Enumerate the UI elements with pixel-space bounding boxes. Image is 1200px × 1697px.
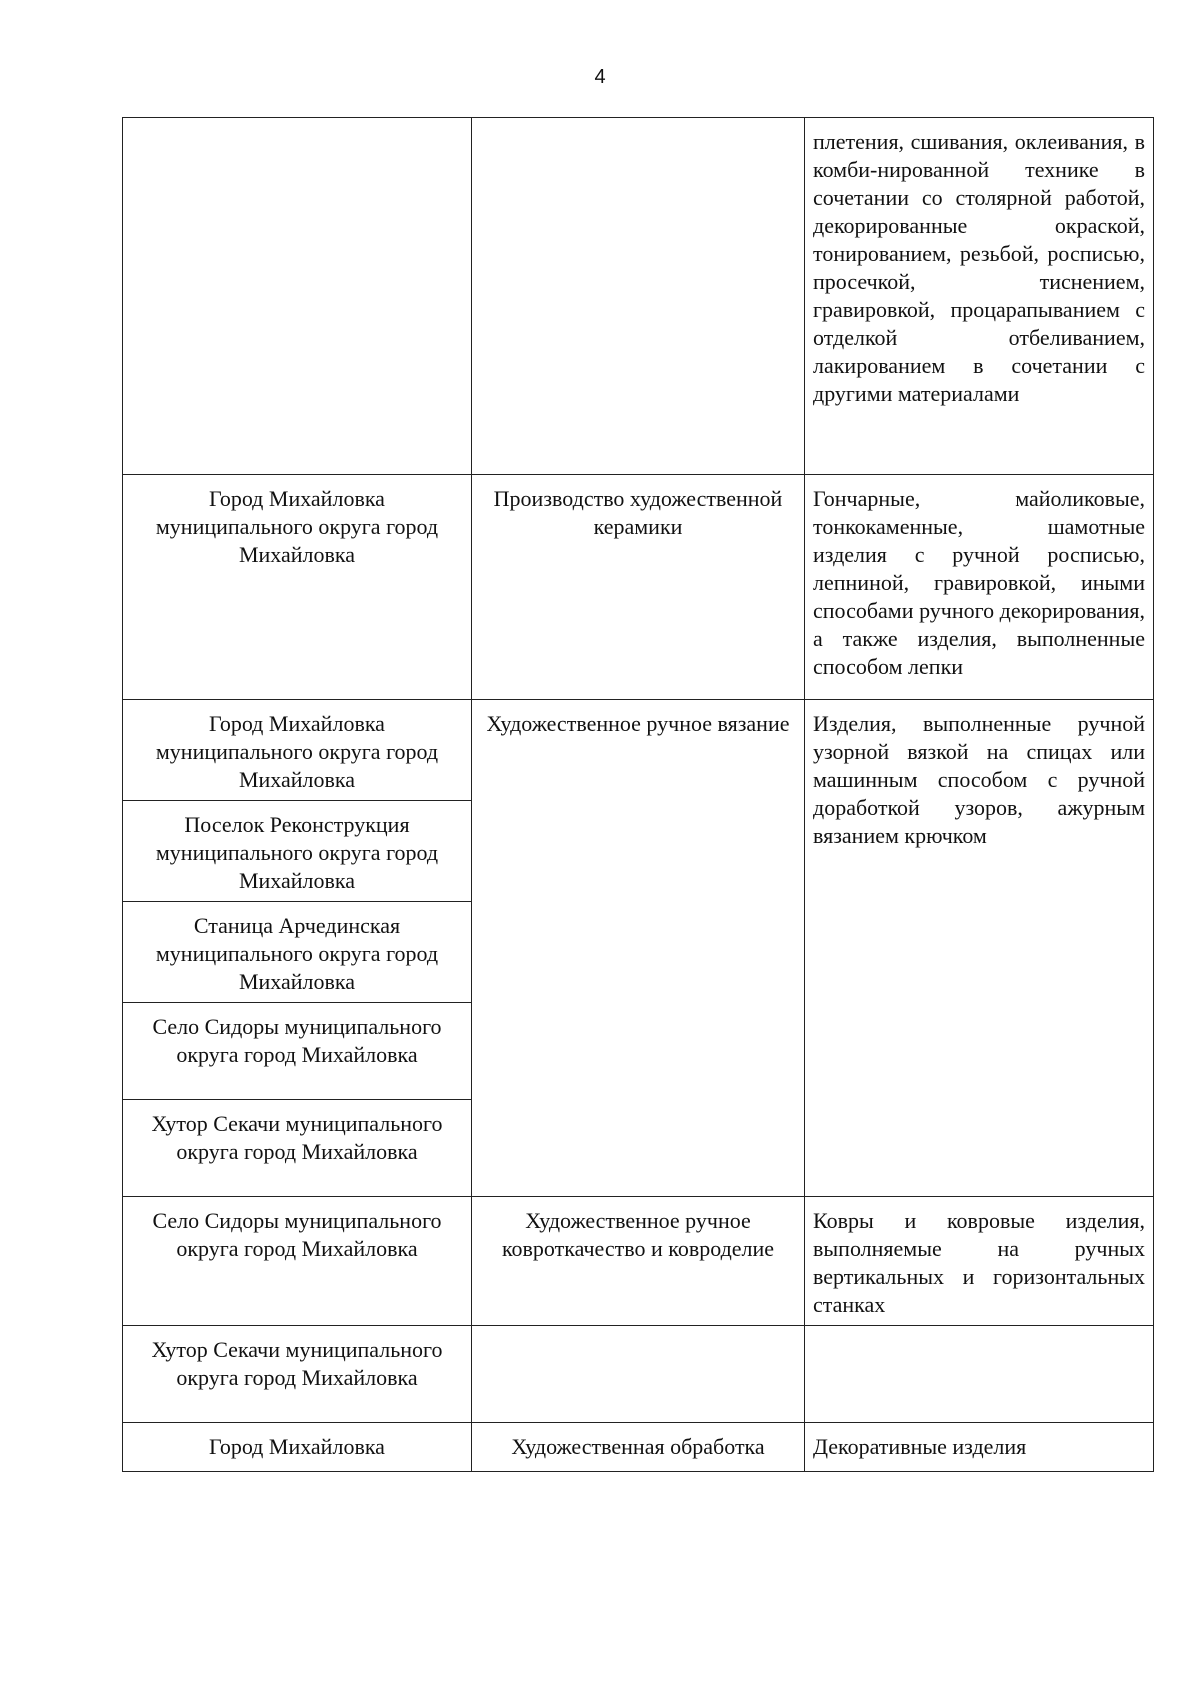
products-cell: плетения, сшивания, оклеивания, в комби-нированной технике в сочетании со столярной работой, декорированные окраской, тонированием, резьбой, росписью, просечкой, тиснением, гравировкой, процарапыванием с отделкой отбеливанием, лакированием в сочетании с другими материалами xyxy=(805,118,1154,475)
craft-cell: Художественное ручное ковроткачество и ковроделие xyxy=(472,1197,805,1326)
craft-cell: Художественное ручное вязание xyxy=(472,700,805,1197)
table-row xyxy=(123,1423,1154,1472)
products-cell: Ковры и ковровые изделия, выполняемые на ручных вертикальных и горизонтальных станках xyxy=(805,1197,1154,1326)
locality-cell: Город Михайловка муниципального округа город Михайловка xyxy=(123,475,472,700)
locality-cell: Село Сидоры муниципального округа город Михайловка xyxy=(123,1003,472,1100)
products-cell xyxy=(805,1326,1154,1423)
table-row xyxy=(123,475,1154,700)
locality-cell: Поселок Реконструкция муниципального округа город Михайловка xyxy=(123,801,472,902)
products-cell: Декоративные изделия xyxy=(805,1423,1154,1472)
table-row xyxy=(123,700,1154,801)
page-number: 4 xyxy=(594,66,606,88)
locality-cell: Город Михайловка муниципального округа город Михайловка xyxy=(123,700,472,801)
craft-cell xyxy=(472,118,805,475)
crafts-table xyxy=(122,117,1154,1472)
table-row xyxy=(123,1326,1154,1423)
products-cell: Изделия, выполненные ручной узорной вязкой на спицах или машинным способом с ручной доработкой узоров, ажурным вязанием крючком xyxy=(805,700,1154,1197)
craft-cell: Производство художественной керамики xyxy=(472,475,805,700)
locality-cell: Станица Арчединская муниципального округа город Михайловка xyxy=(123,902,472,1003)
craft-cell: Художественная обработка xyxy=(472,1423,805,1472)
products-cell: Гончарные, майоликовые, тонкокаменные, шамотные изделия с ручной росписью, лепниной, гравировкой, иными способами ручного декорирования, а также изделия, выполненные способом лепки xyxy=(805,475,1154,700)
table-row xyxy=(123,1197,1154,1326)
craft-cell xyxy=(472,1326,805,1423)
locality-cell xyxy=(123,118,472,475)
locality-cell: Хутор Секачи муниципального округа город Михайловка xyxy=(123,1100,472,1197)
table-row xyxy=(123,118,1154,475)
locality-cell: Село Сидоры муниципального округа город Михайловка xyxy=(123,1197,472,1326)
locality-cell: Хутор Секачи муниципального округа город Михайловка xyxy=(123,1326,472,1423)
locality-cell: Город Михайловка xyxy=(123,1423,472,1472)
